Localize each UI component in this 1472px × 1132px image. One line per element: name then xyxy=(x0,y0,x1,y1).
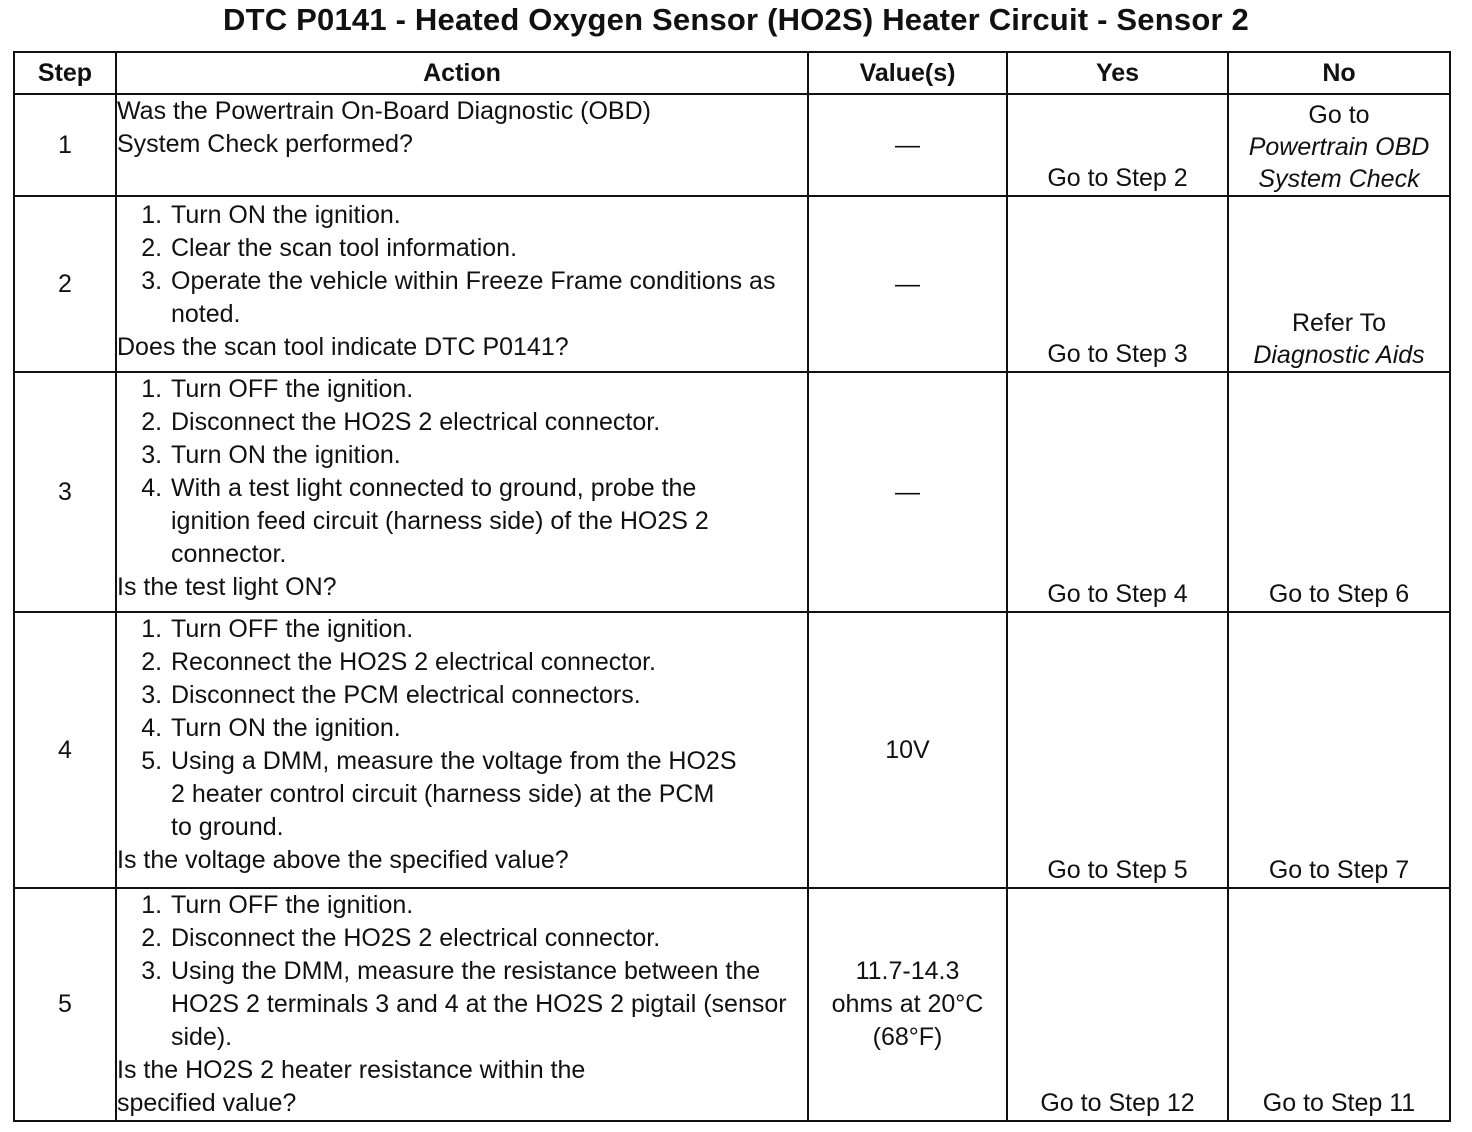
action-question: Does the scan tool indicate DTC P0141? xyxy=(117,333,569,361)
no-cell-text: Go to xyxy=(1308,101,1370,129)
header-no: No xyxy=(1228,52,1450,94)
value-cell: — xyxy=(808,94,1007,196)
action-cell xyxy=(116,372,808,612)
action-step: 1. Turn ON the ignition. xyxy=(169,199,807,232)
table-row xyxy=(14,372,1450,612)
action-step: 1. Turn OFF the ignition. xyxy=(169,613,807,646)
no-cell xyxy=(1228,94,1450,196)
action-step: 2. Disconnect the HO2S 2 electrical connector. xyxy=(169,406,807,439)
yes-cell: Go to Step 3 xyxy=(1007,196,1228,372)
value-cell: — xyxy=(808,196,1007,372)
header-yes: Yes xyxy=(1007,52,1228,94)
action-step: 2. Disconnect the HO2S 2 electrical connector. xyxy=(169,922,807,955)
action-steps xyxy=(117,613,807,844)
action-step: 3. Using the DMM, measure the resistance between the HO2S 2 terminals 3 and 4 at the HO2S 2 pigtail (sensor side). xyxy=(169,955,807,1054)
no-cell-reference: Powertrain OBD System Check xyxy=(1248,133,1430,193)
action-cell xyxy=(116,94,808,196)
action-question: Was the Powertrain On-Board Diagnostic (OBD) System Check performed? xyxy=(117,97,651,158)
step-number: 4 xyxy=(14,612,116,888)
action-question: Is the test light ON? xyxy=(117,573,337,601)
no-cell-text: Refer To xyxy=(1291,309,1387,337)
header-action: Action xyxy=(116,52,808,94)
action-steps xyxy=(117,889,807,1054)
value-cell: — xyxy=(808,372,1007,612)
step-number: 1 xyxy=(14,94,116,196)
header-values: Value(s) xyxy=(808,52,1007,94)
no-cell-reference: Diagnostic Aids xyxy=(1253,341,1425,369)
action-question: Is the voltage above the specified value? xyxy=(117,846,569,874)
action-step: 3. Operate the vehicle within Freeze Frame conditions as noted. xyxy=(169,265,807,331)
action-step: 3. Disconnect the PCM electrical connectors. xyxy=(169,679,807,712)
diagnostic-table xyxy=(13,51,1451,1122)
action-steps xyxy=(117,373,807,571)
table-row xyxy=(14,888,1450,1121)
step-number: 3 xyxy=(14,372,116,612)
action-step: 3. Turn ON the ignition. xyxy=(169,439,807,472)
action-step: 1. Turn OFF the ignition. xyxy=(169,889,807,922)
value-cell: 11.7-14.3 ohms at 20°C (68°F) xyxy=(808,888,1007,1121)
no-cell: Go to Step 6 xyxy=(1228,372,1450,612)
action-step: 5. Using a DMM, measure the voltage from the HO2S 2 heater control circuit (harness side) at the PCM to ground. xyxy=(169,745,741,844)
step-number: 2 xyxy=(14,196,116,372)
action-cell xyxy=(116,888,808,1121)
no-cell xyxy=(1228,196,1450,372)
step-number: 5 xyxy=(14,888,116,1121)
value-cell: 10V xyxy=(808,612,1007,888)
action-question: Is the HO2S 2 heater resistance within the specified value? xyxy=(117,1056,586,1117)
action-cell xyxy=(116,196,808,372)
action-step: 4. Turn ON the ignition. xyxy=(169,712,807,745)
action-step: 2. Clear the scan tool information. xyxy=(169,232,807,265)
page-title: DTC P0141 - Heated Oxygen Sensor (HO2S) Heater Circuit - Sensor 2 xyxy=(223,2,1249,37)
yes-cell: Go to Step 2 xyxy=(1007,94,1228,196)
table-row xyxy=(14,196,1450,372)
no-cell: Go to Step 11 xyxy=(1228,888,1450,1121)
header-step: Step xyxy=(14,52,116,94)
yes-cell: Go to Step 4 xyxy=(1007,372,1228,612)
action-cell xyxy=(116,612,808,888)
action-step: 4. With a test light connected to ground, probe the ignition feed circuit (harness side) of the HO2S 2 connector. xyxy=(169,472,711,571)
yes-cell: Go to Step 5 xyxy=(1007,612,1228,888)
no-cell: Go to Step 7 xyxy=(1228,612,1450,888)
action-step: 1. Turn OFF the ignition. xyxy=(169,373,807,406)
table-header-row xyxy=(14,52,1450,94)
table-row xyxy=(14,94,1450,196)
action-step: 2. Reconnect the HO2S 2 electrical connector. xyxy=(169,646,807,679)
action-steps xyxy=(117,199,807,331)
yes-cell: Go to Step 12 xyxy=(1007,888,1228,1121)
table-row xyxy=(14,612,1450,888)
